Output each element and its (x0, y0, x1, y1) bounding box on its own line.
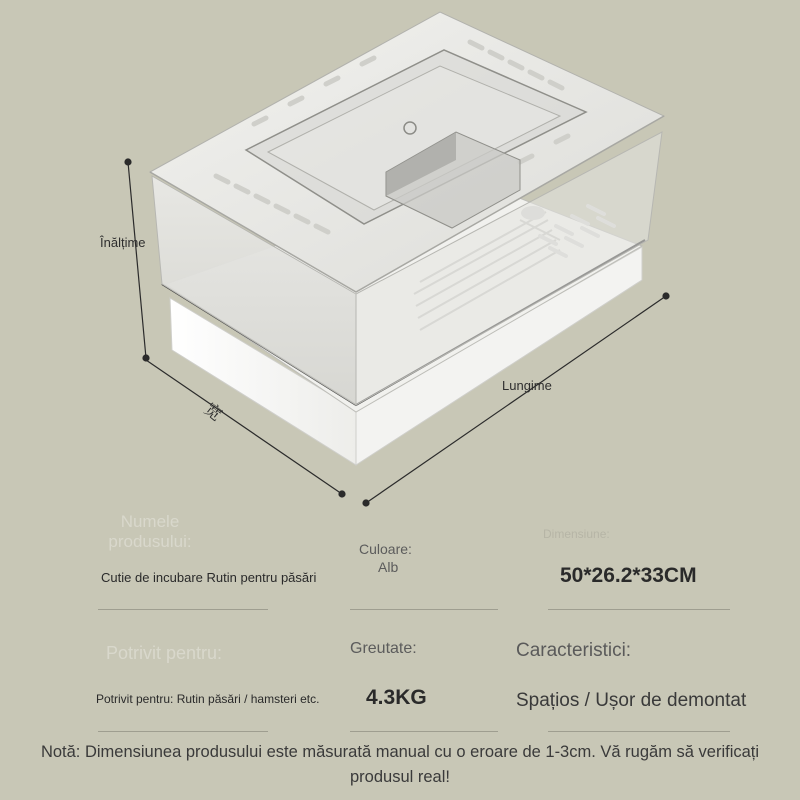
product-name-underline (98, 609, 268, 610)
features-value: Spațios / Ușor de demontat (516, 690, 747, 711)
suitable-for-underline (98, 731, 268, 732)
color-value: Alb (378, 559, 399, 575)
product-name-label: Numele produsului: (108, 512, 192, 551)
color-underline (350, 609, 498, 610)
features-label: Caracteristici: (516, 640, 632, 661)
length-label: Lungime (502, 378, 552, 393)
dimension-value: 50*26.2*33CM (560, 564, 697, 587)
suitable-for-label: Potrivit pentru: (106, 643, 223, 663)
features-underline (548, 731, 730, 732)
suitable-for-value: Potrivit pentru: Rutin păsări / hamsteri etc. (96, 692, 320, 706)
measurement-note: Notă: Dimensiunea produsului este măsurată manual cu o eroare de 1-3cm. Vă rugăm să verificați produsul real! (40, 743, 760, 786)
weight-value: 4.3KG (366, 686, 427, 709)
product-name-value: Cutie de incubare Rutin pentru păsări (101, 570, 317, 585)
dimension-label: Dimensiune: (543, 527, 610, 541)
width-label: 宽 (200, 399, 226, 425)
dimension-underline (548, 609, 730, 610)
weight-underline (350, 731, 498, 732)
height-dimension-line (125, 159, 149, 361)
weight-label: Greutate: (350, 640, 417, 657)
color-label: Culoare: (359, 541, 412, 557)
height-label: Înălțime (100, 235, 146, 250)
